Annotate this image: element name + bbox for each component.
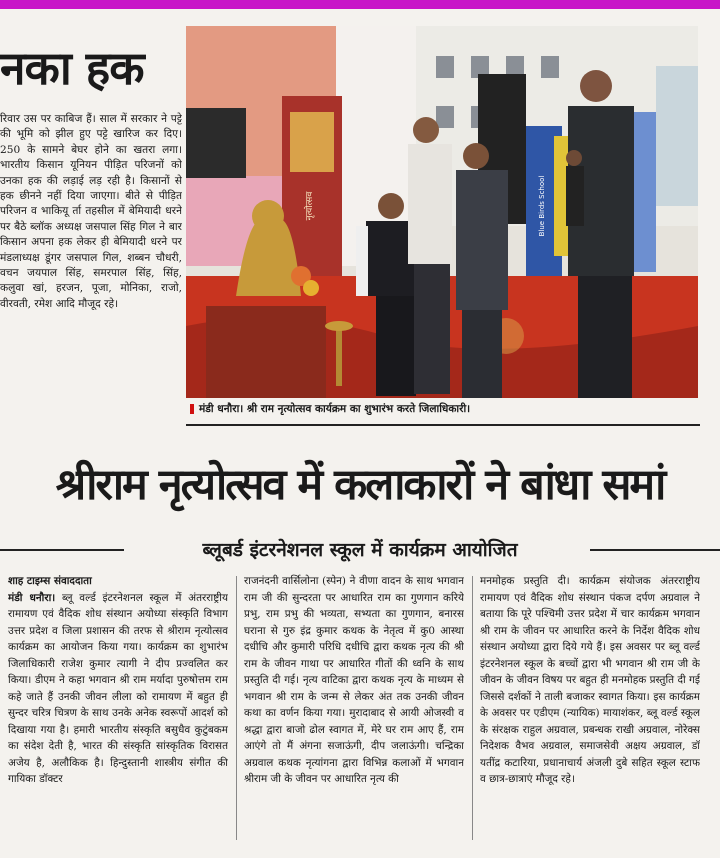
photo-caption [190,400,700,418]
top-color-bar [0,0,720,9]
section-rule [186,424,700,426]
byline: शाह टाइम्स संवाददाता [8,575,92,587]
column-divider [236,576,237,840]
event-photo [186,26,698,398]
article-column-2 [244,573,464,843]
banner-text: Blue Birds School [538,175,546,237]
previous-article-body: रिवार उस पर काबिज हैं। साल में सरकार ने पट्टे की भूमि को झील हुए पट्टे खारिज कर दिए। 250 के सामने बेघर होने का खतरा लगा। भारतीय किसान यूनियन पीड़ित परिजनों को उनका हक की लड़ाई लड़ रही है। किसानों से हक छीनने नहीं दिया जाएगा। बीते से पीड़ित परिजन व भाकियू र्ता तहसील में बेमियादी धरने पर बैठे ब्लॉक अध्यक्ष जसपाल सिंह गिल ने बार किसान अपना हक लेकर ही बेमियादी धरने पर मंडलाध्यक्ष डूंगर जसपाल गिल, शब्बन चौधरी, वचन जयपाल सिंह, समरपाल सिंह, सिंह, कलुवा खां, हरजन, पूजा, मोनिका, राजो, वीरवती, रमेश आदि मौजूद रहे। [0,113,182,310]
article-headline: श्रीराम नृत्योत्सव में कलाकारों ने बांधा समां [55,460,665,510]
photo-caption-text: मंडी धनौरा। श्री राम नृत्योत्सव कार्यक्रम का शुभारंभ करते जिलाधिकारी। [199,403,471,415]
column-3-text: मनमोहक प्रस्तुति दी। कार्यक्रम संयोजक अंतरराष्ट्रीय रामायण एवं वैदिक शोध संस्थान पंकज दर्पण अग्रवाल ने बताया कि पूरे पश्चिमी उत्तर प्रदेश में चार कार्यक्रम भगवान श्री राम के जीवन पर आधारित करने के निर्देश वैदिक शोध संस्थान अयोध्या द्वारा दिये गये हैं। इस अवसर पर ब्लू वर्ल्ड इंटरनेशनल स्कूल के बच्चों द्वारा भी भगवान श्री राम जी के जीवन के जीवन विषय पर बहुत ही मनमोहक प्रस्तुति दी गई जिससे दर्शकों ने ताली बजाकर स्वागत किया। इस कार्यक्रम के अवसर पर एडीएम (न्यायिक) मायाशंकर, ब्लू वर्ल्ड स्कूल के संरक्षक राहुल अग्रवाल, प्रबन्धक राखी अग्रवाल, नोरेक्स निदेशक वैभव अग्रवाल, समाजसेवी अक्षय अग्रवाल, डॉ यतींद्र कटारिया, प्रधानाचार्य अंजली दुबे सहित स्कूल स्टाफ व छात्र-छात्राएं मौजूद रहे। [480,575,700,785]
column-1-text: ब्लू वर्ल्ड इंटरनेशनल स्कूल में अंतरराष्ट्रीय रामायण एवं वैदिक शोध संस्थान अयोध्या संस्कृति विभाग उत्तर प्रदेश व जिला प्रशासन की तरफ से श्रीराम नृत्योत्सव कार्यक्रम का आयोजन किया गया। कार्यक्रम का शुभारंभ जिलाधिकारी राजेश कुमार त्यागी ने दीप प्रज्वलित कर किया। डीएम ने कहा भगवान श्री राम मर्यादा पुरुषोत्तम राम कहे जाते हैं उनकी जीवन लीला को रामायण में बहुत ही सुन्दर चरित्र चित्रण के साथ उनके अनेक स्वरूपों आदर्श को दिखाया गया है। हमारी भारतीय संस्कृति बसुधैव कुटुंबकम का संदेश देती है, भारत की संस्कृति सांस्कृतिक विरासत अजेय है, अलौकिक है। हिन्दुस्तानी शास्त्रीय संगीत की गायिका डॉक्टर [8,591,228,785]
caption-marker [190,404,194,414]
previous-article-headline: नका हक [0,41,144,95]
article-column-3 [480,573,700,843]
article-subheadline: ब्लूबर्ड इंटरनेशनल स्कूल में कार्यक्रम आयोजित [202,539,518,561]
article-column-1 [8,573,228,843]
dateline: मंडी धनौरा। [8,591,56,604]
subhead-rule-right [590,549,720,551]
poster-title: नृत्योत्सव [305,191,315,221]
column-divider [472,576,473,840]
column-2-text: राजनंदनी वार्सिलोना (स्पेन) ने वीणा वादन के साथ भगवान राम जी की सुन्दरता पर आधारित राम का गुणगान करिये प्रभु, राम प्रभु की भव्यता, सभ्यता का गुणगान, बनारस घराना से गुरु इंद्र कुमार कथक के नेतृत्व में कु0 आस्था दधीचि और कुमारी परिधि दधीचि द्वारा कथक नृत्य की श्री राम के जीवन गाथा पर आधारित गीतों की ध्वनि के साथ प्रस्तुति दी गई। नृत्य वाटिका द्वारा कथक नृत्य के माध्यम से भगवान श्री राम के जन्म से लेकर अंत तक उनकी जीवन कथा का वर्णन किया गया। मुरादाबाद से आयी ओजस्वी व श्रद्धा द्वारा बाजो ढोल स्वागत में, मेरे घर राम आए हैं, राम आएंगे तो मैं अंगना सजाऊंगी, दीप जलाऊंगी। चन्द्रिका अग्रवाल कथक नृत्यांगना द्वारा विभिन्न कलाओं में भगवान श्रीराम जी के जीवन पर आधारित नृत्य की [244,575,464,785]
